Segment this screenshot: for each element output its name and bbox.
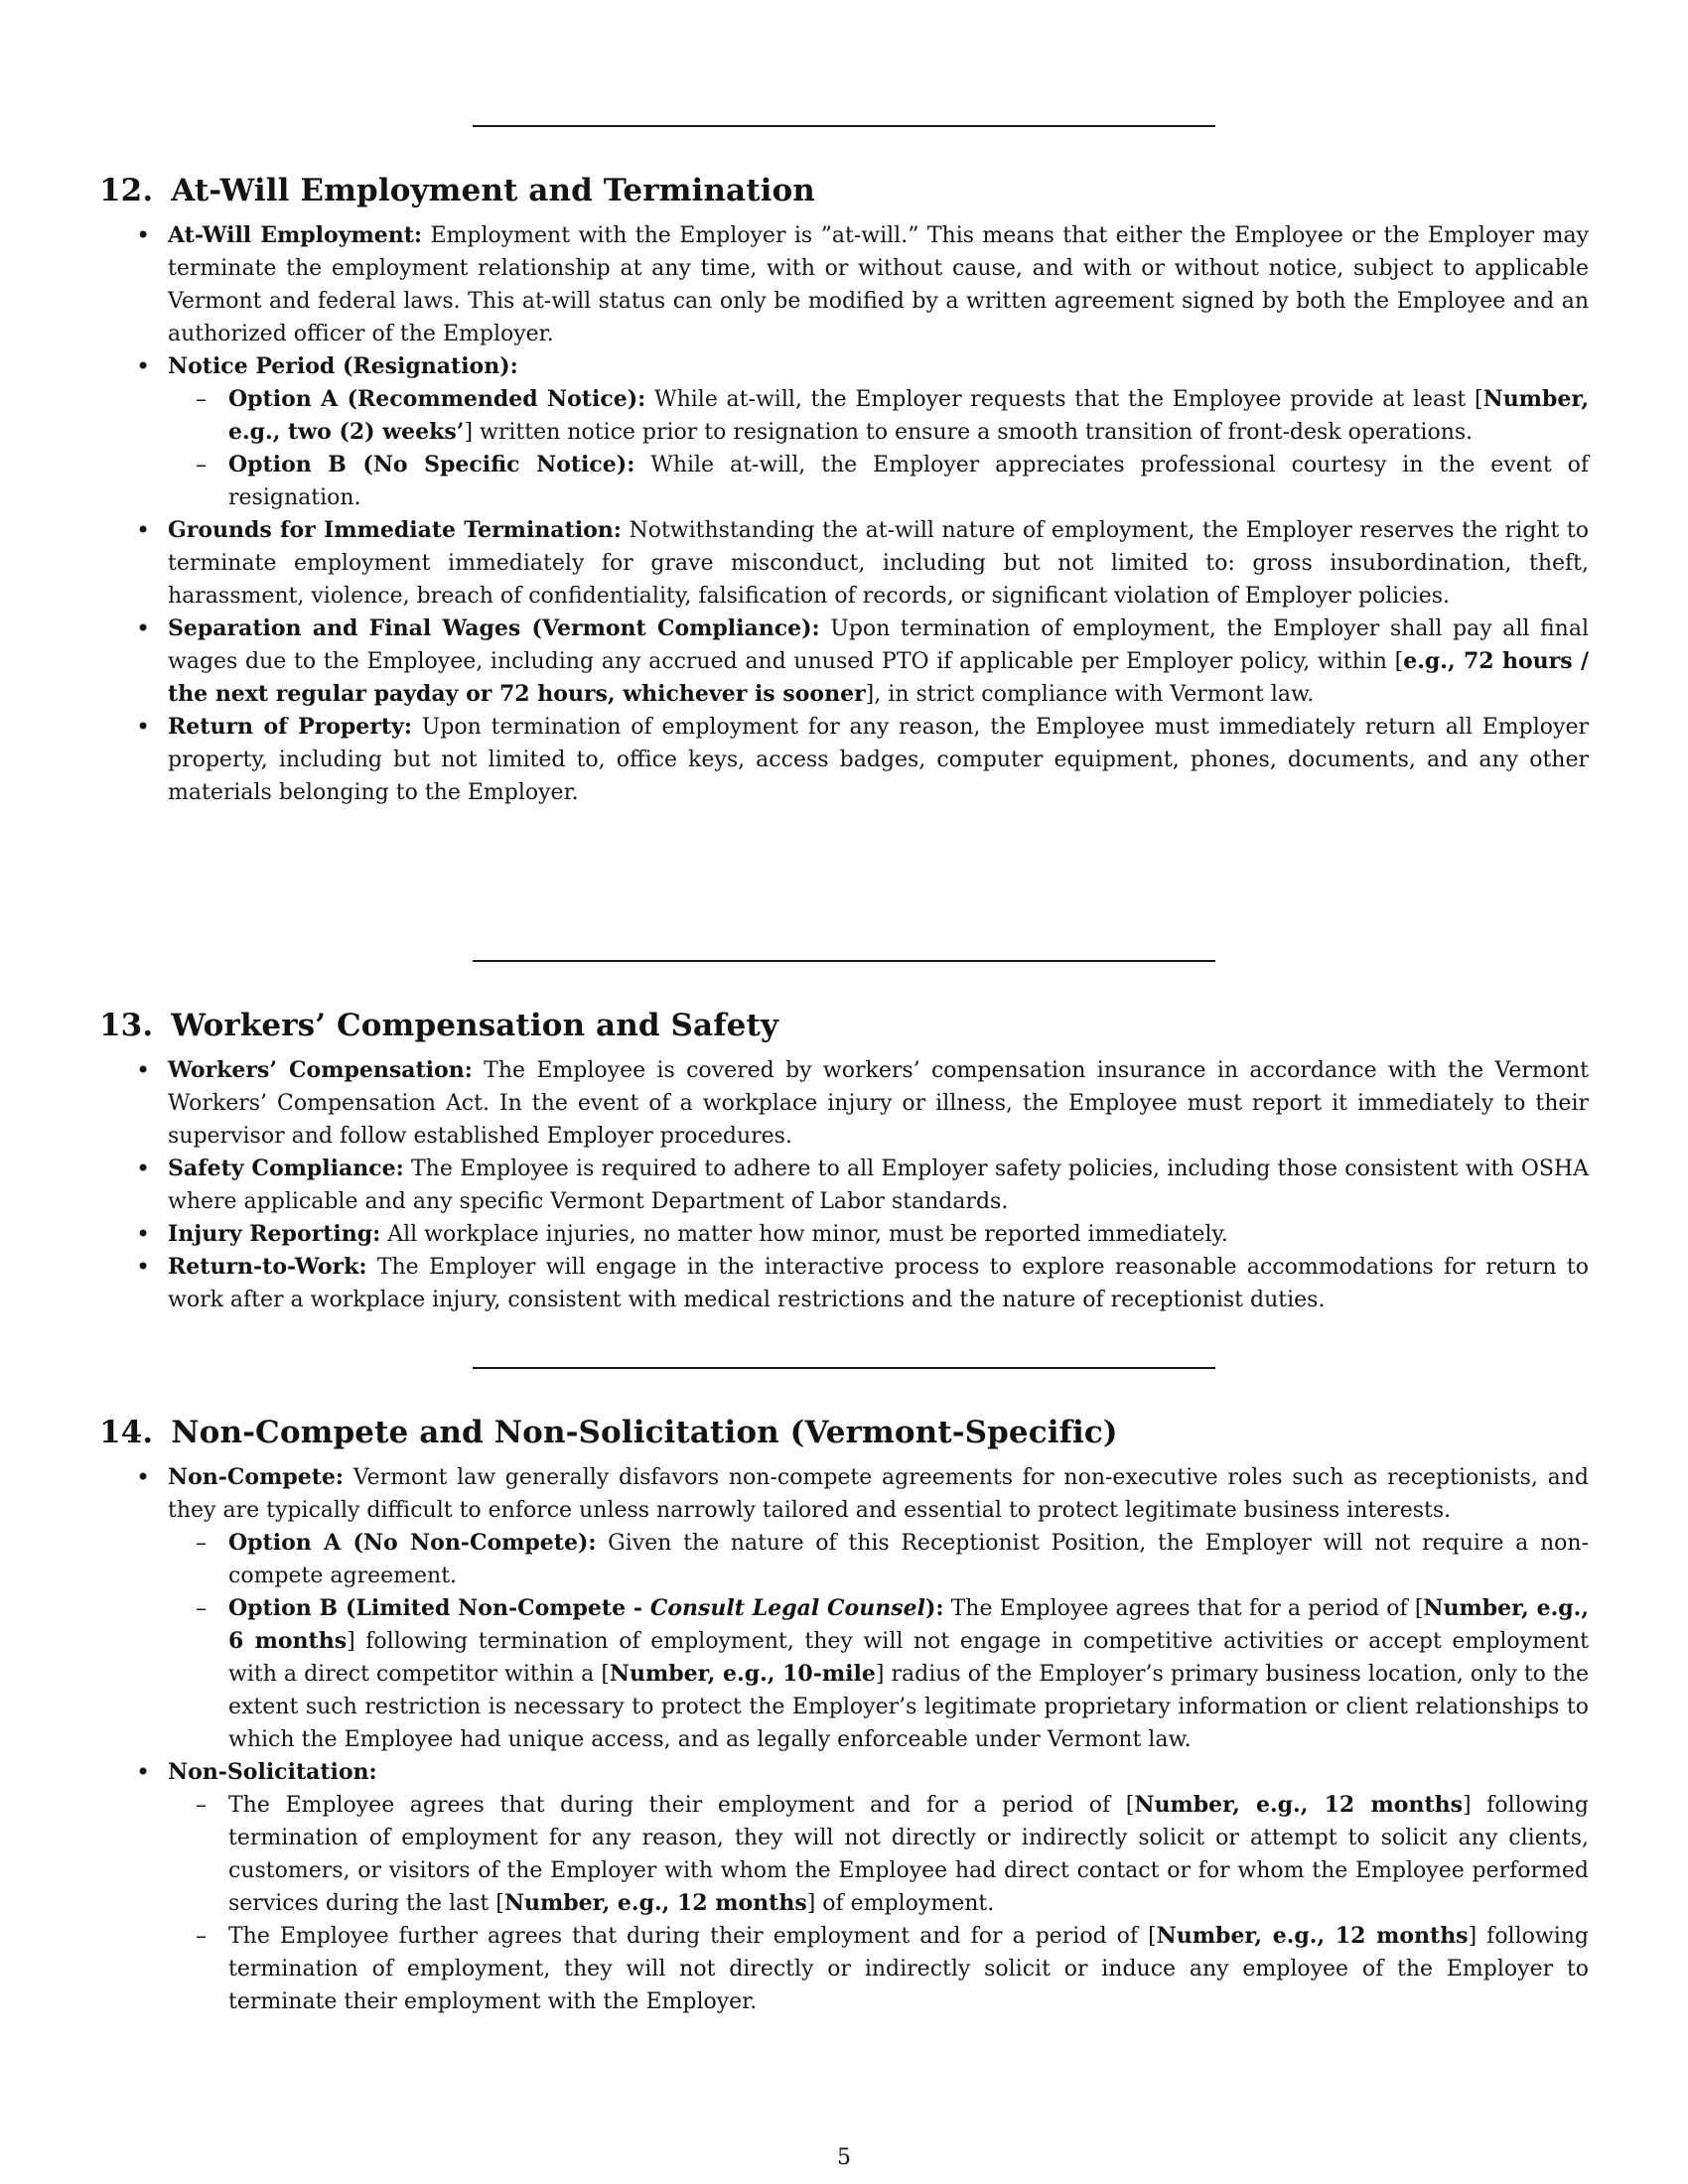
- section-14: [99, 1413, 1589, 2018]
- list-item: • Separation and Final Wages (Vermont Compliance): Upon termination of employment, the Employer shall pay all final wages due to the Employee, including any accrued and unused PTO if applicable per Employer policy, within [e.g., 72 hours / the next regular payday or 72 hours, whichever is sooner], in strict compliance with Vermont law.: [99, 613, 1589, 711]
- list-item: • Grounds for Immediate Termination: Notwithstanding the at-will nature of employment, the Employer reserves the right to terminate employment immediately for grave misconduct, including but not limited to: gross insubordination, theft, harassment, violence, breach of confidentiality, falsification of records, or significant violation of Employer policies.: [99, 514, 1589, 613]
- list-item: • Non-Compete: Vermont law generally disfavors non-compete agreements for non-executive roles such as receptionists, and they are typically difficult to enforce unless narrowly tailored and essential to protect legitimate business interests. – Option A (No Non-Compete): Given the nature of this Receptionist Position, the Employer will not require a non-compete agreement. – Option B (Limited Non-Compete - Consult Legal Counsel): The Employee agrees that for a period of [Number, e.g., 6 months] following termination of employment, they will not engage in competitive activities or accept employment with a direct competitor within a [Number, e.g., 10-mile] radius of the Employer’s primary business location, only to the extent such restriction is necessary to protect the Employer’s legitimate proprietary information or client relationships to which the Employee had unique access, and as legally enforceable under Vermont law.: [99, 1461, 1589, 1756]
- section-divider: [473, 960, 1215, 962]
- sub-list-item: – Option A (No Non-Compete): Given the nature of this Receptionist Position, the Employer will not require a non-compete agreement.: [168, 1527, 1589, 1592]
- sub-list-item: – Option B (Limited Non-Compete - Consult Legal Counsel): The Employee agrees that for a period of [Number, e.g., 6 months] following termination of employment, they will not engage in competitive activities or accept employment with a direct competitor within a [Number, e.g., 10-mile] radius of the Employer’s primary business location, only to the extent such restriction is necessary to protect the Employer’s legitimate proprietary information or client relationships to which the Employee had unique access, and as legally enforceable under Vermont law.: [168, 1592, 1589, 1756]
- bullet-list: [99, 1461, 1589, 2018]
- list-item: • Workers’ Compensation: The Employee is covered by workers’ compensation insurance in accordance with the Vermont Workers’ Compensation Act. In the event of a workplace injury or illness, the Employee must report it immediately to their supervisor and follow established Employer procedures.: [99, 1054, 1589, 1153]
- section-12: [99, 171, 1589, 809]
- sub-list-item: – Option B (No Specific Notice): While at-will, the Employer appreciates professional courtesy in the event of resignation.: [168, 449, 1589, 514]
- list-item: • Non-Solicitation: – The Employee agrees that during their employment and for a period of [Number, e.g., 12 months] following termination of employment for any reason, they will not directly or indirectly solicit or attempt to solicit any clients, customers, or visitors of the Employer with whom the Employee had direct contact or for whom the Employee performed services during the last [Number, e.g., 12 months] of employment. – The Employee further agrees that during their employment and for a period of [Number, e.g., 12 months] following termination of employment, they will not directly or indirectly solicit or induce any employee of the Employer to terminate their employment with the Employer.: [99, 1756, 1589, 2018]
- list-item: • Return of Property: Upon termination of employment for any reason, the Employee must immediately return all Employer property, including but not limited to, office keys, access badges, computer equipment, phones, documents, and any other materials belonging to the Employer.: [99, 711, 1589, 809]
- page-number: 5: [837, 2145, 851, 2170]
- list-item: • At-Will Employment: Employment with the Employer is ”at-will.” This means that either the Employee or the Employer may terminate the employment relationship at any time, with or without cause, and with or without notice, subject to applicable Vermont and federal laws. This at-will status can only be modified by a written agreement signed by both the Employee and an authorized officer of the Employer.: [99, 219, 1589, 350]
- section-heading: 12. At-Will Employment and Termination: [99, 173, 815, 208]
- section-heading: 13. Workers’ Compensation and Safety: [99, 1008, 778, 1043]
- sub-list-item: – The Employee agrees that during their employment and for a period of [Number, e.g., 12 months] following termination of employment for any reason, they will not directly or indirectly solicit or attempt to solicit any clients, customers, or visitors of the Employer with whom the Employee had direct contact or for whom the Employee performed services during the last [Number, e.g., 12 months] of employment.: [168, 1789, 1589, 1920]
- sub-list-item: – The Employee further agrees that during their employment and for a period of [Number, e.g., 12 months] following termination of employment, they will not directly or indirectly solicit or induce any employee of the Employer to terminate their employment with the Employer.: [168, 1920, 1589, 2018]
- list-item: • Safety Compliance: The Employee is required to adhere to all Employer safety policies, including those consistent with OSHA where applicable and any specific Vermont Department of Labor standards.: [99, 1153, 1589, 1218]
- section-divider: [473, 125, 1215, 127]
- sub-list: [168, 1527, 1589, 1756]
- sub-list: [168, 1789, 1589, 2018]
- sub-list-item: – Option A (Recommended Notice): While at-will, the Employer requests that the Employee provide at least [Number, e.g., two (2) weeks’] written notice prior to resignation to ensure a smooth transition of front-desk operations.: [168, 383, 1589, 449]
- sub-list: [168, 383, 1589, 514]
- list-item: • Notice Period (Resignation): – Option A (Recommended Notice): While at-will, the Employer requests that the Employee provide at least [Number, e.g., two (2) weeks’] written notice prior to resignation to ensure a smooth transition of front-desk operations. – Option B (No Specific Notice): While at-will, the Employer appreciates professional courtesy in the event of resignation.: [99, 350, 1589, 514]
- list-item: • Injury Reporting: All workplace injuries, no matter how minor, must be reported immediately.: [99, 1218, 1589, 1251]
- bullet-list: [99, 1054, 1589, 1316]
- section-13: [99, 1006, 1589, 1316]
- list-item: • Return-to-Work: The Employer will engage in the interactive process to explore reasonable accommodations for return to work after a workplace injury, consistent with medical restrictions and the nature of receptionist duties.: [99, 1251, 1589, 1316]
- bullet-list: [99, 219, 1589, 809]
- section-divider: [473, 1367, 1215, 1369]
- section-heading: 14. Non-Compete and Non-Solicitation (Vermont-Specific): [99, 1415, 1118, 1450]
